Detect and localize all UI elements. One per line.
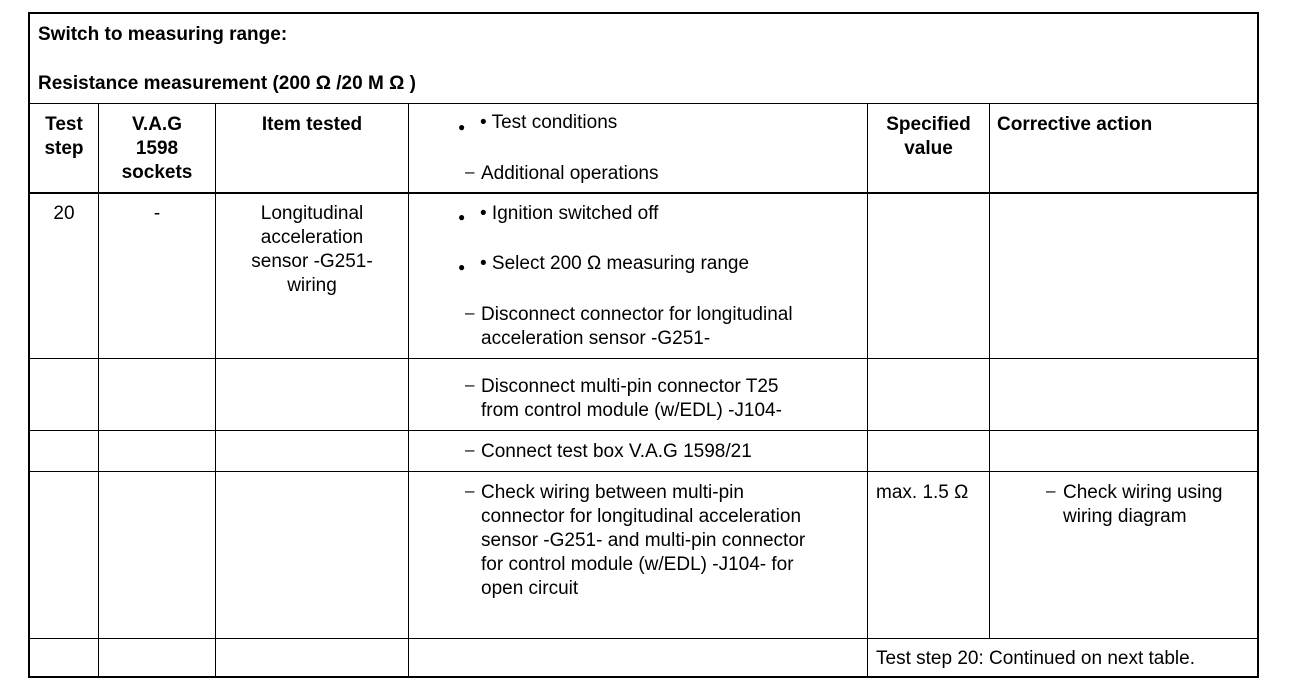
col-header-test-step: [30, 113, 98, 161]
operation-line: acceleration sensor -G251-: [481, 328, 711, 349]
corrective-action-value: [1063, 481, 1222, 529]
header-line: Specified: [886, 114, 971, 135]
resistance-measurement-title: Resistance measurement (200 Ω /20 M Ω ): [38, 73, 416, 94]
corrective-line: wiring diagram: [1063, 506, 1187, 527]
item-tested-value: [216, 202, 408, 298]
operation-check-wiring: [481, 481, 805, 601]
col-header-specified-value: [868, 113, 989, 161]
operation-disconnect-sensor: [481, 303, 793, 351]
header-line: sockets: [121, 162, 193, 183]
dash-icon: –: [465, 440, 475, 459]
bullet-icon: ●: [458, 260, 466, 274]
condition-ignition-off: • Ignition switched off: [480, 203, 659, 224]
dash-icon: –: [465, 162, 475, 181]
bullet-icon: ●: [458, 210, 466, 224]
operation-line: for control module (w/EDL) -J104- for: [481, 554, 794, 575]
test-step-value: 20: [53, 203, 75, 224]
col-header-test-conditions: • Test conditions: [480, 112, 618, 133]
row-divider: [30, 358, 1259, 359]
item-line: acceleration: [260, 227, 364, 248]
col-header-item-tested: Item tested: [261, 114, 363, 135]
header-line: step: [44, 138, 84, 159]
col-header-vag-sockets: [99, 113, 215, 185]
item-line: Longitudinal: [260, 203, 364, 224]
corrective-line: Check wiring using: [1063, 482, 1223, 503]
item-line: wiring: [287, 275, 337, 296]
row-divider: [30, 471, 1259, 472]
bullet-icon: ●: [458, 120, 466, 134]
col-divider: [215, 103, 216, 678]
row-divider: [30, 430, 1259, 431]
dash-icon: –: [465, 303, 475, 322]
dash-icon: –: [465, 481, 475, 500]
col-divider: [989, 103, 990, 639]
header-line: Test: [45, 114, 83, 135]
specified-value: max. 1.5 Ω: [876, 482, 969, 503]
col-divider: [867, 103, 868, 678]
operation-connect-test-box: Connect test box V.A.G 1598/21: [481, 441, 752, 462]
operation-line: Check wiring between multi-pin: [481, 482, 744, 503]
header-line: value: [904, 138, 953, 159]
operation-line: connector for longitudinal acceleration: [481, 506, 802, 527]
operation-line: Disconnect connector for longitudinal: [481, 304, 793, 325]
dash-icon: –: [465, 375, 475, 394]
operation-disconnect-t25: [481, 375, 782, 423]
condition-select-range: • Select 200 Ω measuring range: [480, 253, 750, 274]
operation-line: open circuit: [481, 578, 579, 599]
dash-icon: –: [1046, 481, 1056, 500]
measuring-range-title: Switch to measuring range:: [38, 24, 288, 45]
continued-note: Test step 20: Continued on next table.: [876, 648, 1195, 669]
operation-line: from control module (w/EDL) -J104-: [481, 400, 782, 421]
operation-line: sensor -G251- and multi-pin connector: [481, 530, 806, 551]
test-table: [28, 12, 1259, 678]
row-divider: [30, 638, 1259, 639]
col-header-corrective-action: Corrective action: [997, 114, 1153, 135]
sockets-value: -: [153, 203, 161, 224]
item-line: sensor -G251-: [251, 251, 373, 272]
table-header-box: [30, 14, 1257, 104]
operation-line: Disconnect multi-pin connector T25: [481, 376, 779, 397]
row-divider: [30, 192, 1259, 194]
col-divider: [408, 103, 409, 678]
col-divider: [98, 103, 99, 678]
col-header-additional-operations: Additional operations: [481, 163, 659, 184]
header-line: 1598: [135, 138, 179, 159]
header-line: V.A.G: [132, 114, 182, 135]
